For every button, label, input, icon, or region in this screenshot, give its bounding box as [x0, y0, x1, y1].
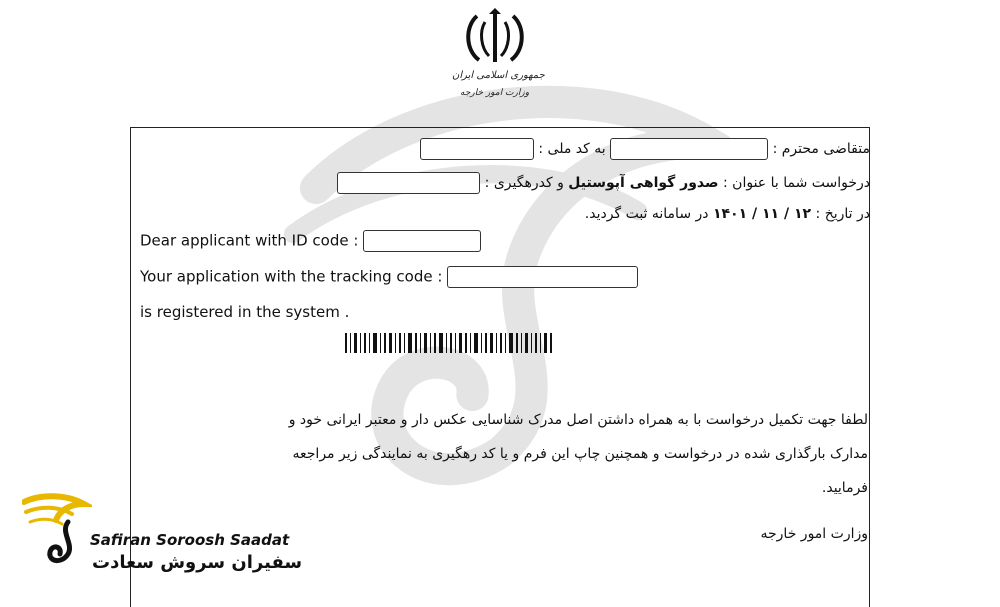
en-id-code-field[interactable] — [363, 230, 481, 252]
en-tracking-code-field[interactable] — [447, 266, 638, 288]
fa-date-label: در تاریخ : — [815, 206, 870, 222]
fa-tracking-code-field[interactable] — [337, 172, 480, 194]
fa-applicant-label: متقاضی محترم : — [772, 141, 870, 157]
instructions-line-3: فرمایید. — [821, 480, 868, 496]
barcode — [345, 333, 695, 353]
emblem-caption-ministry: وزارت امور خارجه — [460, 88, 530, 98]
emblem-caption-country: جمهوری اسلامی ایران — [452, 70, 545, 81]
instructions-line-2: مدارک بارگذاری شده در درخواست و همچنین چاپ این فرم و یا کد رهگیری به نمایندگی زیر مراجعه — [292, 446, 868, 462]
brand-name-fa: سفیران سروش سعادت — [92, 552, 303, 573]
en-applicant-label: Dear applicant with ID code : — [140, 231, 359, 250]
ministry-signature: وزارت امور خارجه — [760, 526, 868, 542]
en-applicant-line — [140, 230, 481, 252]
brand-wing-icon — [22, 492, 92, 572]
fa-registered-text: در سامانه ثبت گردید. — [584, 206, 709, 222]
fa-request-prefix: درخواست شما با عنوان : — [723, 175, 870, 191]
fa-tracking-label: و کدرهگیری : — [484, 175, 564, 191]
instructions-line-1: لطفا جهت تکمیل درخواست با به همراه داشتن اصل مدرک شناسایی عکس دار و معتبر ایرانی خود و — [288, 412, 868, 428]
fa-date-value: ۱۲ / ۱۱ / ۱۴۰۱ — [712, 206, 812, 222]
fa-date-line — [585, 204, 870, 224]
en-tracking-label: Your application with the tracking code : — [140, 267, 443, 286]
fa-applicant-line — [420, 138, 870, 160]
national-code-field[interactable] — [420, 138, 534, 160]
en-registered-text: is registered in the system . — [140, 303, 350, 321]
iran-emblem-icon — [455, 8, 535, 68]
fa-request-title: صدور گواهی آپوستیل — [568, 175, 719, 191]
en-tracking-line — [140, 266, 638, 288]
brand-name-en: Safiran Soroosh Saadat — [90, 531, 290, 549]
fa-request-line — [337, 172, 870, 194]
applicant-name-field[interactable] — [610, 138, 768, 160]
fa-national-code-label: به کد ملی : — [538, 141, 606, 157]
